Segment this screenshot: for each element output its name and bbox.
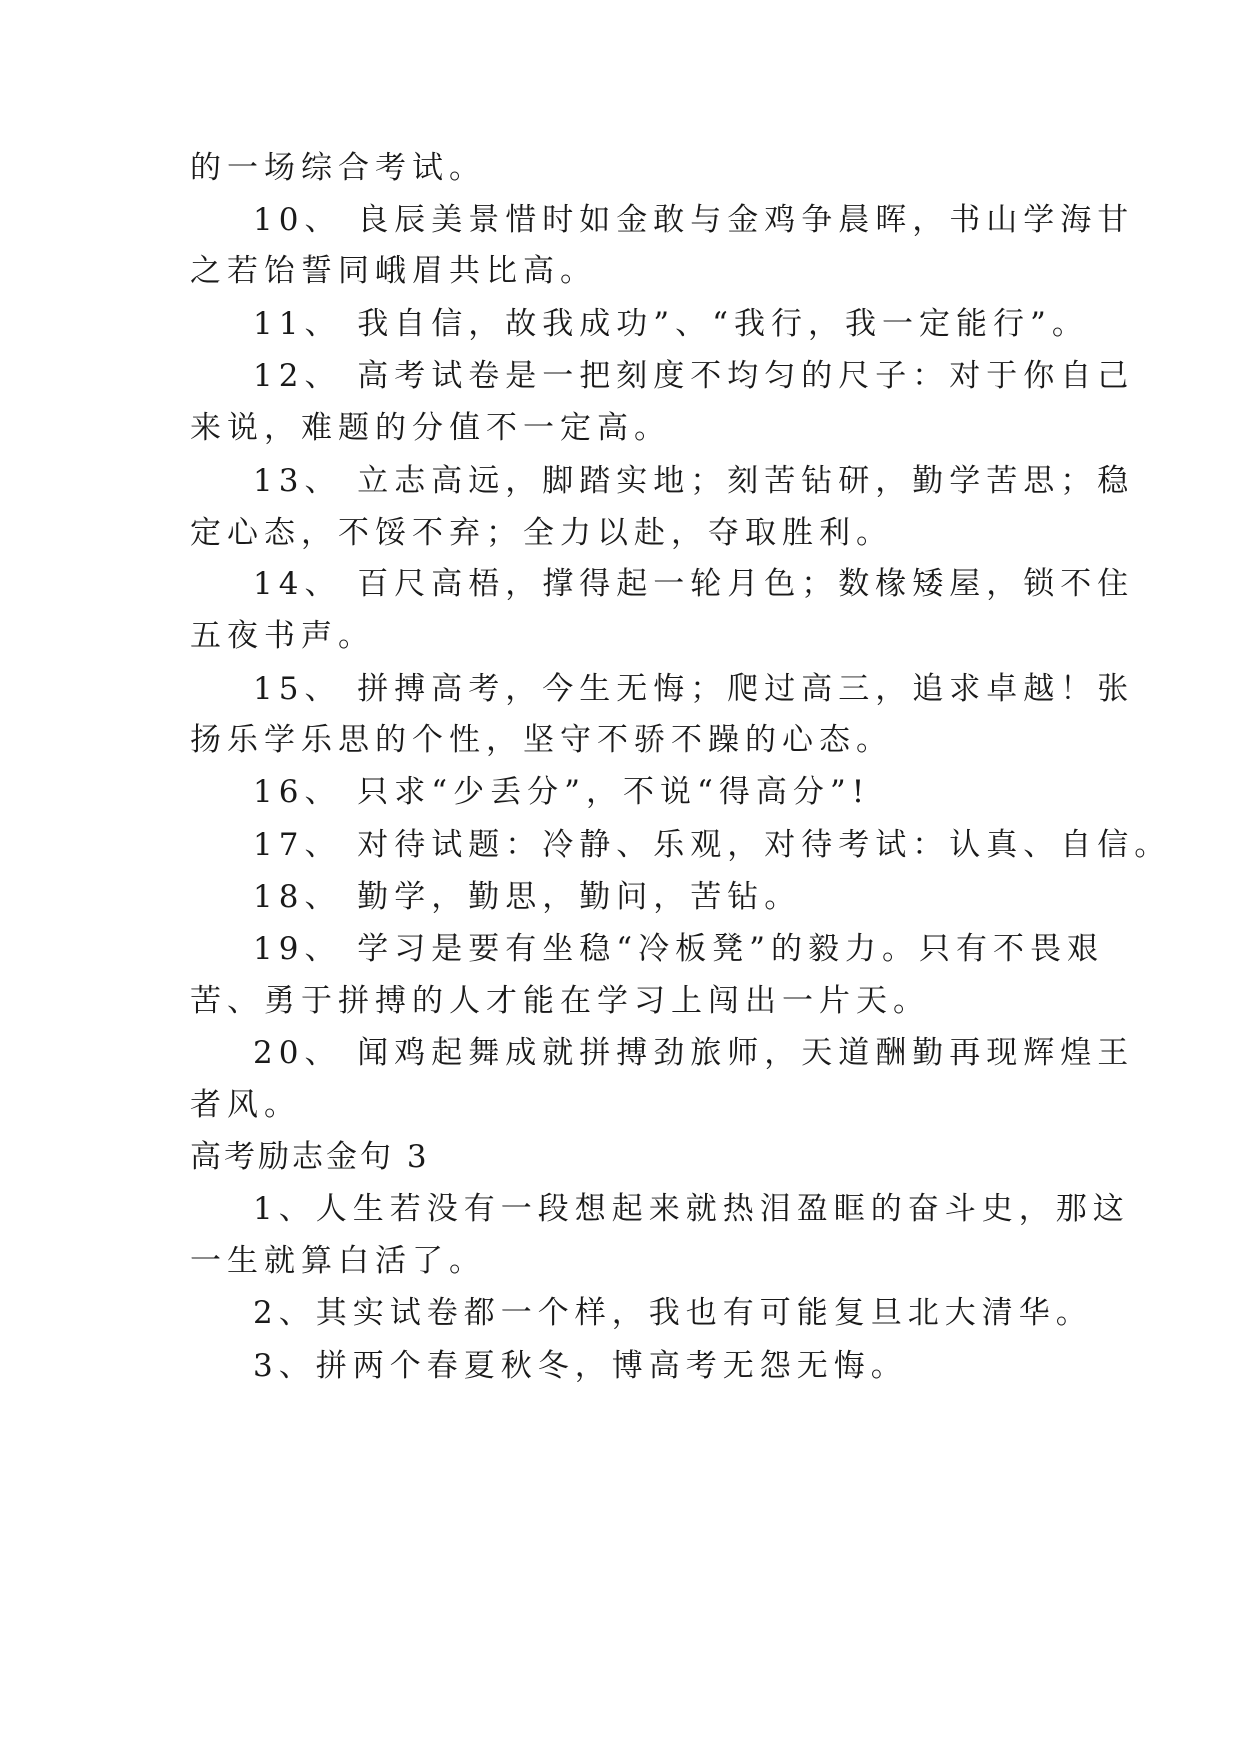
list-item-10-line-1: 10、 良辰美景惜时如金敢与金鸡争晨晖，书山学海甘 [253,202,1135,238]
list-item-1-line-1: 1、人生若没有一段想起来就热泪盈眶的奋斗史，那这 [253,1191,1130,1227]
list-item-18: 18、 勤学，勤思，勤问，苦钻。 [253,879,802,915]
list-item-15-line-2: 扬乐学乐思的个性，坚守不骄不躁的心态。 [190,722,893,758]
list-item-11: 11、 我自信，故我成功”、“我行，我一定能行”。 [253,306,1089,342]
list-item-19-line-1: 19、 学习是要有坐稳“冷板凳”的毅力。只有不畏艰 [253,931,1104,967]
section-heading: 高考励志金句 3 [190,1139,430,1175]
list-item-13-line-1: 13、 立志高远，脚踏实地；刻苦钻研，勤学苦思；稳 [253,463,1135,499]
list-item-16: 16、 只求“少丢分”，不说“得高分”! [253,774,871,810]
list-item-1-line-2: 一生就算白活了。 [190,1243,486,1279]
list-item-15-line-1: 15、 拼搏高考，今生无悔；爬过高三，追求卓越！张 [253,671,1135,707]
text-line: 的一场综合考试。 [190,150,486,186]
list-item-20-line-1: 20、 闻鸡起舞成就拼搏劲旅师，天道酬勤再现辉煌王 [253,1035,1135,1071]
list-item-14-line-2: 五夜书声。 [190,618,375,654]
list-item-13-line-2: 定心态，不馁不弃；全力以赴，夺取胜利。 [190,515,893,551]
list-item-2: 2、其实试卷都一个样，我也有可能复旦北大清华。 [253,1295,1093,1331]
list-item-17: 17、 对待试题：冷静、乐观，对待考试：认真、自信。 [253,827,1172,863]
list-item-3: 3、拼两个春夏秋冬，博高考无怨无悔。 [253,1348,908,1384]
list-item-10-line-2: 之若饴誓同峨眉共比高。 [190,253,597,289]
list-item-14-line-1: 14、 百尺高梧，撑得起一轮月色；数椽矮屋，锁不住 [253,566,1135,602]
list-item-19-line-2: 苦、勇于拼搏的人才能在学习上闯出一片天。 [190,983,930,1019]
list-item-12-line-2: 来说，难题的分值不一定高。 [190,410,671,446]
list-item-20-line-2: 者风。 [190,1087,301,1123]
list-item-12-line-1: 12、 高考试卷是一把刻度不均匀的尺子：对于你自己 [253,358,1135,394]
